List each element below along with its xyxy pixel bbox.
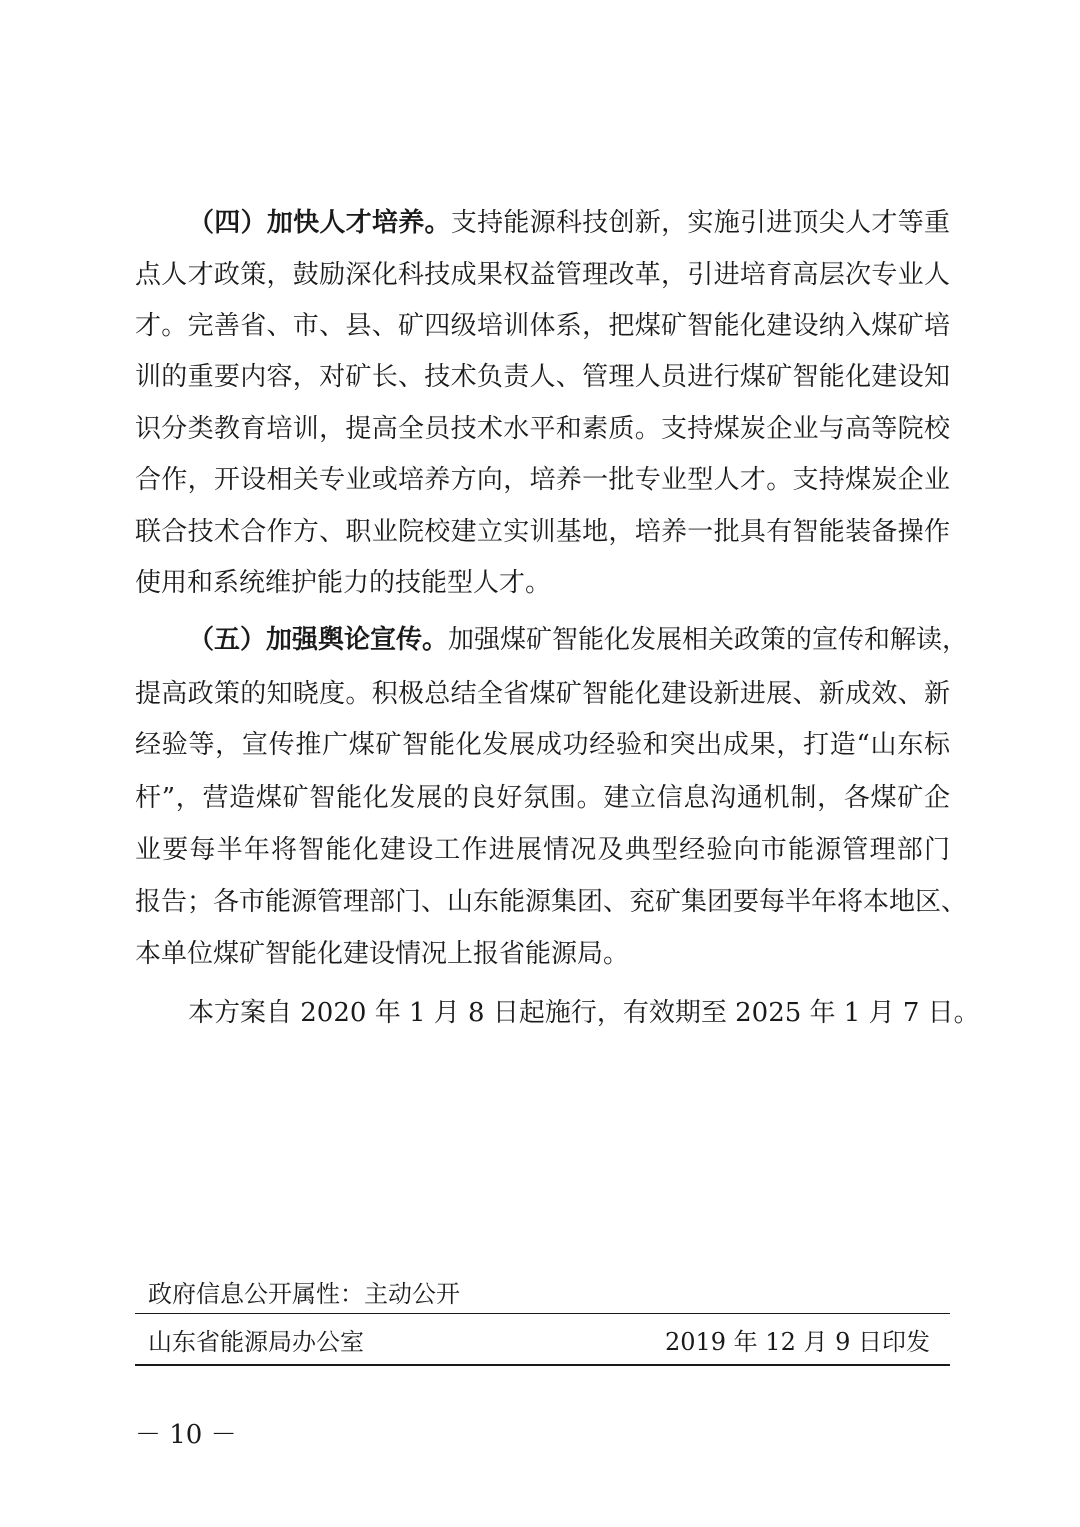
section5-line-3: 经验等，宣传推广煤矿智能化发展成功经验和突出成果，打造“山东标 (135, 730, 950, 760)
disclosure-attribute: 政府信息公开属性：主动公开 (148, 1280, 460, 1308)
section4-line-2: 点人才政策，鼓励深化科技成果权益管理改革，引进培育高层次专业人 (135, 260, 950, 290)
section5-line-6: 报告；各市能源管理部门、山东能源集团、兖矿集团要每半年将本地区、 (135, 887, 968, 917)
section4-line-5: 识分类教育培训，提高全员技术水平和素质。支持煤炭企业与高等院校 (135, 414, 950, 444)
section5-line-4: 杆”，营造煤矿智能化发展的良好氛围。建立信息沟通机制，各煤矿企 (135, 783, 950, 813)
section4-line-4: 训的重要内容，对矿长、技术负责人、管理人员进行煤矿智能化建设知 (135, 362, 950, 392)
section5-line-1 (188, 620, 969, 660)
section5-line-7: 本单位煤矿智能化建设情况上报省能源局。 (135, 939, 630, 969)
section4-line-7: 联合技术合作方、职业院校建立实训基地，培养一批具有智能装备操作 (135, 517, 950, 547)
section4-line-3: 才。完善省、市、县、矿四级培训体系，把煤矿智能化建设纳入煤矿培 (135, 311, 950, 341)
section4-heading: （四）加快人才培养。 (188, 208, 451, 238)
page-number: － 10 － (135, 1420, 237, 1450)
section4-line-6: 合作，开设相关专业或培养方向，培养一批专业型人才。支持煤炭企业 (135, 465, 950, 495)
section5-text: 加强煤矿智能化发展相关政策的宣传和解读， (448, 625, 969, 655)
section4-line-1 (188, 203, 950, 243)
section5-line-2: 提高政策的知晓度。积极总结全省煤矿智能化建设新进展、新成效、新 (135, 679, 950, 709)
section4-line-8: 使用和系统维护能力的技能型人才。 (135, 568, 552, 598)
section5-line-5: 业要每半年将智能化建设工作进展情况及典型经验向市能源管理部门 (135, 835, 950, 865)
issue-date: 2019 年 12 月 9 日印发 (664, 1328, 930, 1356)
section4-text: 支持能源科技创新，实施引进顶尖人才等重 (450, 208, 950, 238)
footer-rule-top (135, 1313, 950, 1314)
footer-rule-bottom (135, 1364, 950, 1366)
effective-date-statement: 本方案自 2020 年 1 月 8 日起施行，有效期至 2025 年 1 月 7 日。 (188, 998, 980, 1028)
issuing-office: 山东省能源局办公室 (148, 1328, 364, 1356)
section5-heading: （五）加强舆论宣传。 (188, 625, 449, 655)
